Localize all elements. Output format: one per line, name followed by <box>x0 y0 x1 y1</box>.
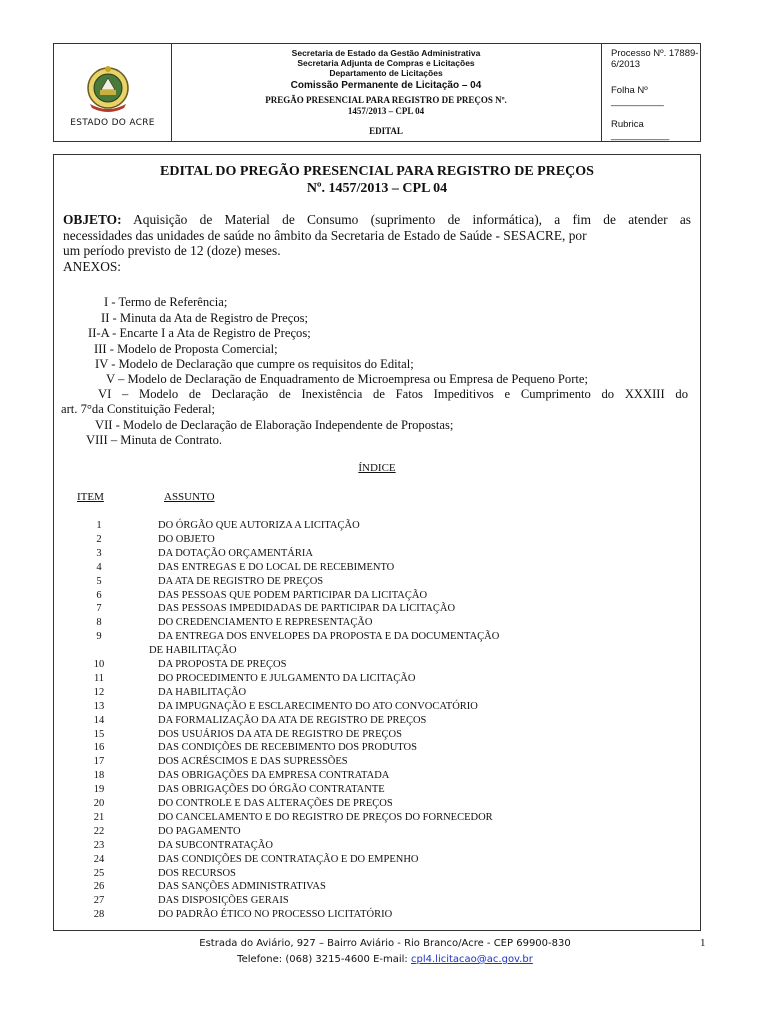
indice-heading: ÍNDICE <box>358 462 396 474</box>
header-edital: EDITAL <box>369 126 403 136</box>
item-column-header: ITEM <box>77 491 104 503</box>
index-item-subject: DO CREDENCIAMENTO E REPRESENTAÇÃO <box>158 617 373 629</box>
index-item-subject: DA DOTAÇÃO ORÇAMENTÁRIA <box>158 547 313 559</box>
index-item-subject: DO CONTROLE E DAS ALTERAÇÕES DE PREÇOS <box>158 798 393 809</box>
index-item-subject: DA SUBCONTRATAÇÃO <box>158 839 273 851</box>
document-title-line1: EDITAL DO PREGÃO PRESENCIAL PARA REGISTRO DE PREÇOS <box>160 164 594 179</box>
anexo-item: VI – Modelo de Declaração de Inexistência de Fatos Impeditivos e Cumprimento do XXXIII do <box>98 387 688 401</box>
index-item-number: 7 <box>96 603 102 615</box>
index-item-number: 26 <box>93 881 105 893</box>
index-item-subject: DA HABILITAÇÃO <box>158 686 247 698</box>
index-item-number: 24 <box>93 853 105 865</box>
index-item-subject: DAS OBRIGAÇÕES DO ÓRGÃO CONTRATANTE <box>158 784 385 796</box>
index-item-subject: DA FORMALIZAÇÃO DA ATA DE REGISTRO DE PREÇOS <box>158 714 427 726</box>
folha-field: Folha Nº __________ <box>611 85 664 107</box>
index-item-subject: DAS OBRIGAÇÕES DA EMPRESA CONTRATADA <box>158 770 390 782</box>
index-item-subject: DOS RECURSOS <box>158 867 236 879</box>
header-pregao-line1: PREGÃO PRESENCIAL PARA REGISTRO DE PREÇOS Nº. <box>265 95 507 105</box>
index-item-subject: DAS DISPOSIÇÕES GERAIS <box>158 895 289 907</box>
index-item-number: 25 <box>93 867 105 879</box>
index-item-subject: DO PADRÃO ÉTICO NO PROCESSO LICITATÓRIO <box>158 909 393 921</box>
index-item-subject: DO PAGAMENTO <box>158 825 241 837</box>
footer-phone: Telefone: (068) 3215-4600 E-mail: <box>237 954 408 965</box>
acre-coat-of-arms-icon <box>84 64 132 116</box>
index-item-number: 6 <box>96 589 102 601</box>
index-item-subject: DOS USUÁRIOS DA ATA DE REGISTRO DE PREÇOS <box>158 728 402 740</box>
index-item-number: 28 <box>93 909 105 921</box>
index-item-number: 23 <box>93 839 105 851</box>
assunto-column-header: ASSUNTO <box>164 491 215 503</box>
index-item-number: 19 <box>93 784 105 796</box>
anexo-item: III - Modelo de Proposta Comercial; <box>94 342 278 356</box>
index-item-number: 8 <box>96 617 102 629</box>
objeto-label: OBJETO: <box>63 212 122 227</box>
index-item-subject: DO OBJETO <box>158 533 215 545</box>
objeto-line2: necessidades das unidades de saúde no âmbito da Secretaria de Estado de Saúde - SESACRE, por <box>63 227 587 243</box>
index-item-subject: DA ATA DE REGISTRO DE PREÇOS <box>158 575 324 587</box>
index-item-number: 18 <box>93 770 105 782</box>
anexo-item: VIII – Minuta de Contrato. <box>86 433 223 447</box>
document-header <box>53 43 701 142</box>
index-item-subject: DO PROCEDIMENTO E JULGAMENTO DA LICITAÇÃO <box>158 672 416 684</box>
header-logo-cell <box>54 44 172 141</box>
footer-address: Estrada do Aviário, 927 – Bairro Aviário - Rio Branco/Acre - CEP 69900-830 <box>199 938 571 949</box>
estado-do-acre-label: ESTADO DO ACRE <box>70 118 155 128</box>
index-item-number: 9 <box>96 631 102 643</box>
index-item-subject: DA IMPUGNAÇÃO E ESCLARECIMENTO DO ATO CONVOCATÓRIO <box>158 700 478 712</box>
index-item-number: 17 <box>93 756 105 768</box>
index-item-number: 1 <box>96 520 102 531</box>
anexo-item: IV - Modelo de Declaração que cumpre os requisitos do Edital; <box>95 357 414 371</box>
header-secretaria-adjunta: Secretaria Adjunta de Compras e Licitações <box>297 58 475 68</box>
index-item-number: 2 <box>96 533 102 545</box>
header-departamento: Departamento de Licitações <box>329 68 443 78</box>
rubrica-field: Rubrica ___________ <box>611 119 670 141</box>
anexo-item: V – Modelo de Declaração de Enquadramento de Microempresa ou Empresa de Pequeno Porte; <box>106 372 589 386</box>
index-item-subject: DO CANCELAMENTO E DO REGISTRO DE PREÇOS DO FORNECEDOR <box>158 811 493 823</box>
index-item-subject: DA ENTREGA DOS ENVELOPES DA PROPOSTA E DA DOCUMENTAÇÃO <box>158 631 500 643</box>
index-item-number: 3 <box>96 547 102 559</box>
processo-number: Processo Nº. 17889-6/2013 <box>611 48 699 70</box>
page-number: 1 <box>700 937 706 949</box>
index-item-subject: DAS ENTREGAS E DO LOCAL DE RECEBIMENTO <box>158 561 395 573</box>
anexo-item: II - Minuta da Ata de Registro de Preços; <box>101 311 309 325</box>
index-item-number: 16 <box>93 742 105 754</box>
index-item-subject: DA PROPOSTA DE PREÇOS <box>158 659 287 670</box>
index-item-subject: DOS ACRÉSCIMOS E DAS SUPRESSÕES <box>158 756 348 768</box>
index-item-number: 20 <box>93 798 105 809</box>
index-item-number: 27 <box>93 895 105 907</box>
index-item-subject: DAS CONDIÇÕES DE CONTRATAÇÃO E DO EMPENHO <box>158 853 419 865</box>
anexo-item: I - Termo de Referência; <box>104 295 228 309</box>
header-pregao-line2: 1457/2013 – CPL 04 <box>347 106 425 116</box>
index-item-number: 15 <box>93 728 105 740</box>
index-item-number: 13 <box>93 700 105 712</box>
anexo-item: II-A - Encarte I a Ata de Registro de Preços; <box>88 326 311 340</box>
footer-contact <box>0 954 770 965</box>
header-comissao: Comissão Permanente de Licitação – 04 <box>290 80 482 91</box>
document-body <box>53 154 701 931</box>
footer-email-link[interactable]: cpl4.licitacao@ac.gov.br <box>411 954 533 965</box>
index-item-number: 12 <box>93 686 105 698</box>
objeto-paragraph <box>63 212 691 274</box>
anexo-item: VII - Modelo de Declaração de Elaboração Independente de Propostas; <box>95 418 454 432</box>
objeto-line1: Aquisição de Material de Consumo (suprimento de informática), a fim de atender as <box>133 212 692 227</box>
index-item-subject: DAS PESSOAS QUE PODEM PARTICIPAR DA LICITAÇÃO <box>158 589 428 601</box>
index-item-subject: DO ÓRGÃO QUE AUTORIZA A LICITAÇÃO <box>158 520 360 531</box>
index-item-number: 22 <box>93 825 105 837</box>
document-title-line2: Nº. 1457/2013 – CPL 04 <box>306 181 448 196</box>
index-item-number: 5 <box>96 575 102 587</box>
index-item-number: 14 <box>93 714 105 726</box>
index-item-subject: DAS CONDIÇÕES DE RECEBIMENTO DOS PRODUTOS <box>158 742 417 754</box>
index-item-subject: DAS PESSOAS IMPEDIDADAS DE PARTICIPAR DA LICITAÇÃO <box>158 603 456 615</box>
index-item-number: 11 <box>93 672 105 684</box>
anexos-label: ANEXOS: <box>63 258 122 274</box>
header-secretaria: Secretaria de Estado da Gestão Administrativa <box>291 48 481 58</box>
index-item-subject: DE HABILITAÇÃO <box>149 645 237 657</box>
index-item-number: 4 <box>96 561 102 573</box>
index-item-number: 10 <box>93 659 105 670</box>
index-item-subject: DAS SANÇÕES ADMINISTRATIVAS <box>158 881 326 893</box>
index-item-number: 21 <box>93 811 105 823</box>
anexo-item: art. 7°da Constituição Federal; <box>61 402 216 416</box>
objeto-line3: um período previsto de 12 (doze) meses. <box>63 243 281 258</box>
